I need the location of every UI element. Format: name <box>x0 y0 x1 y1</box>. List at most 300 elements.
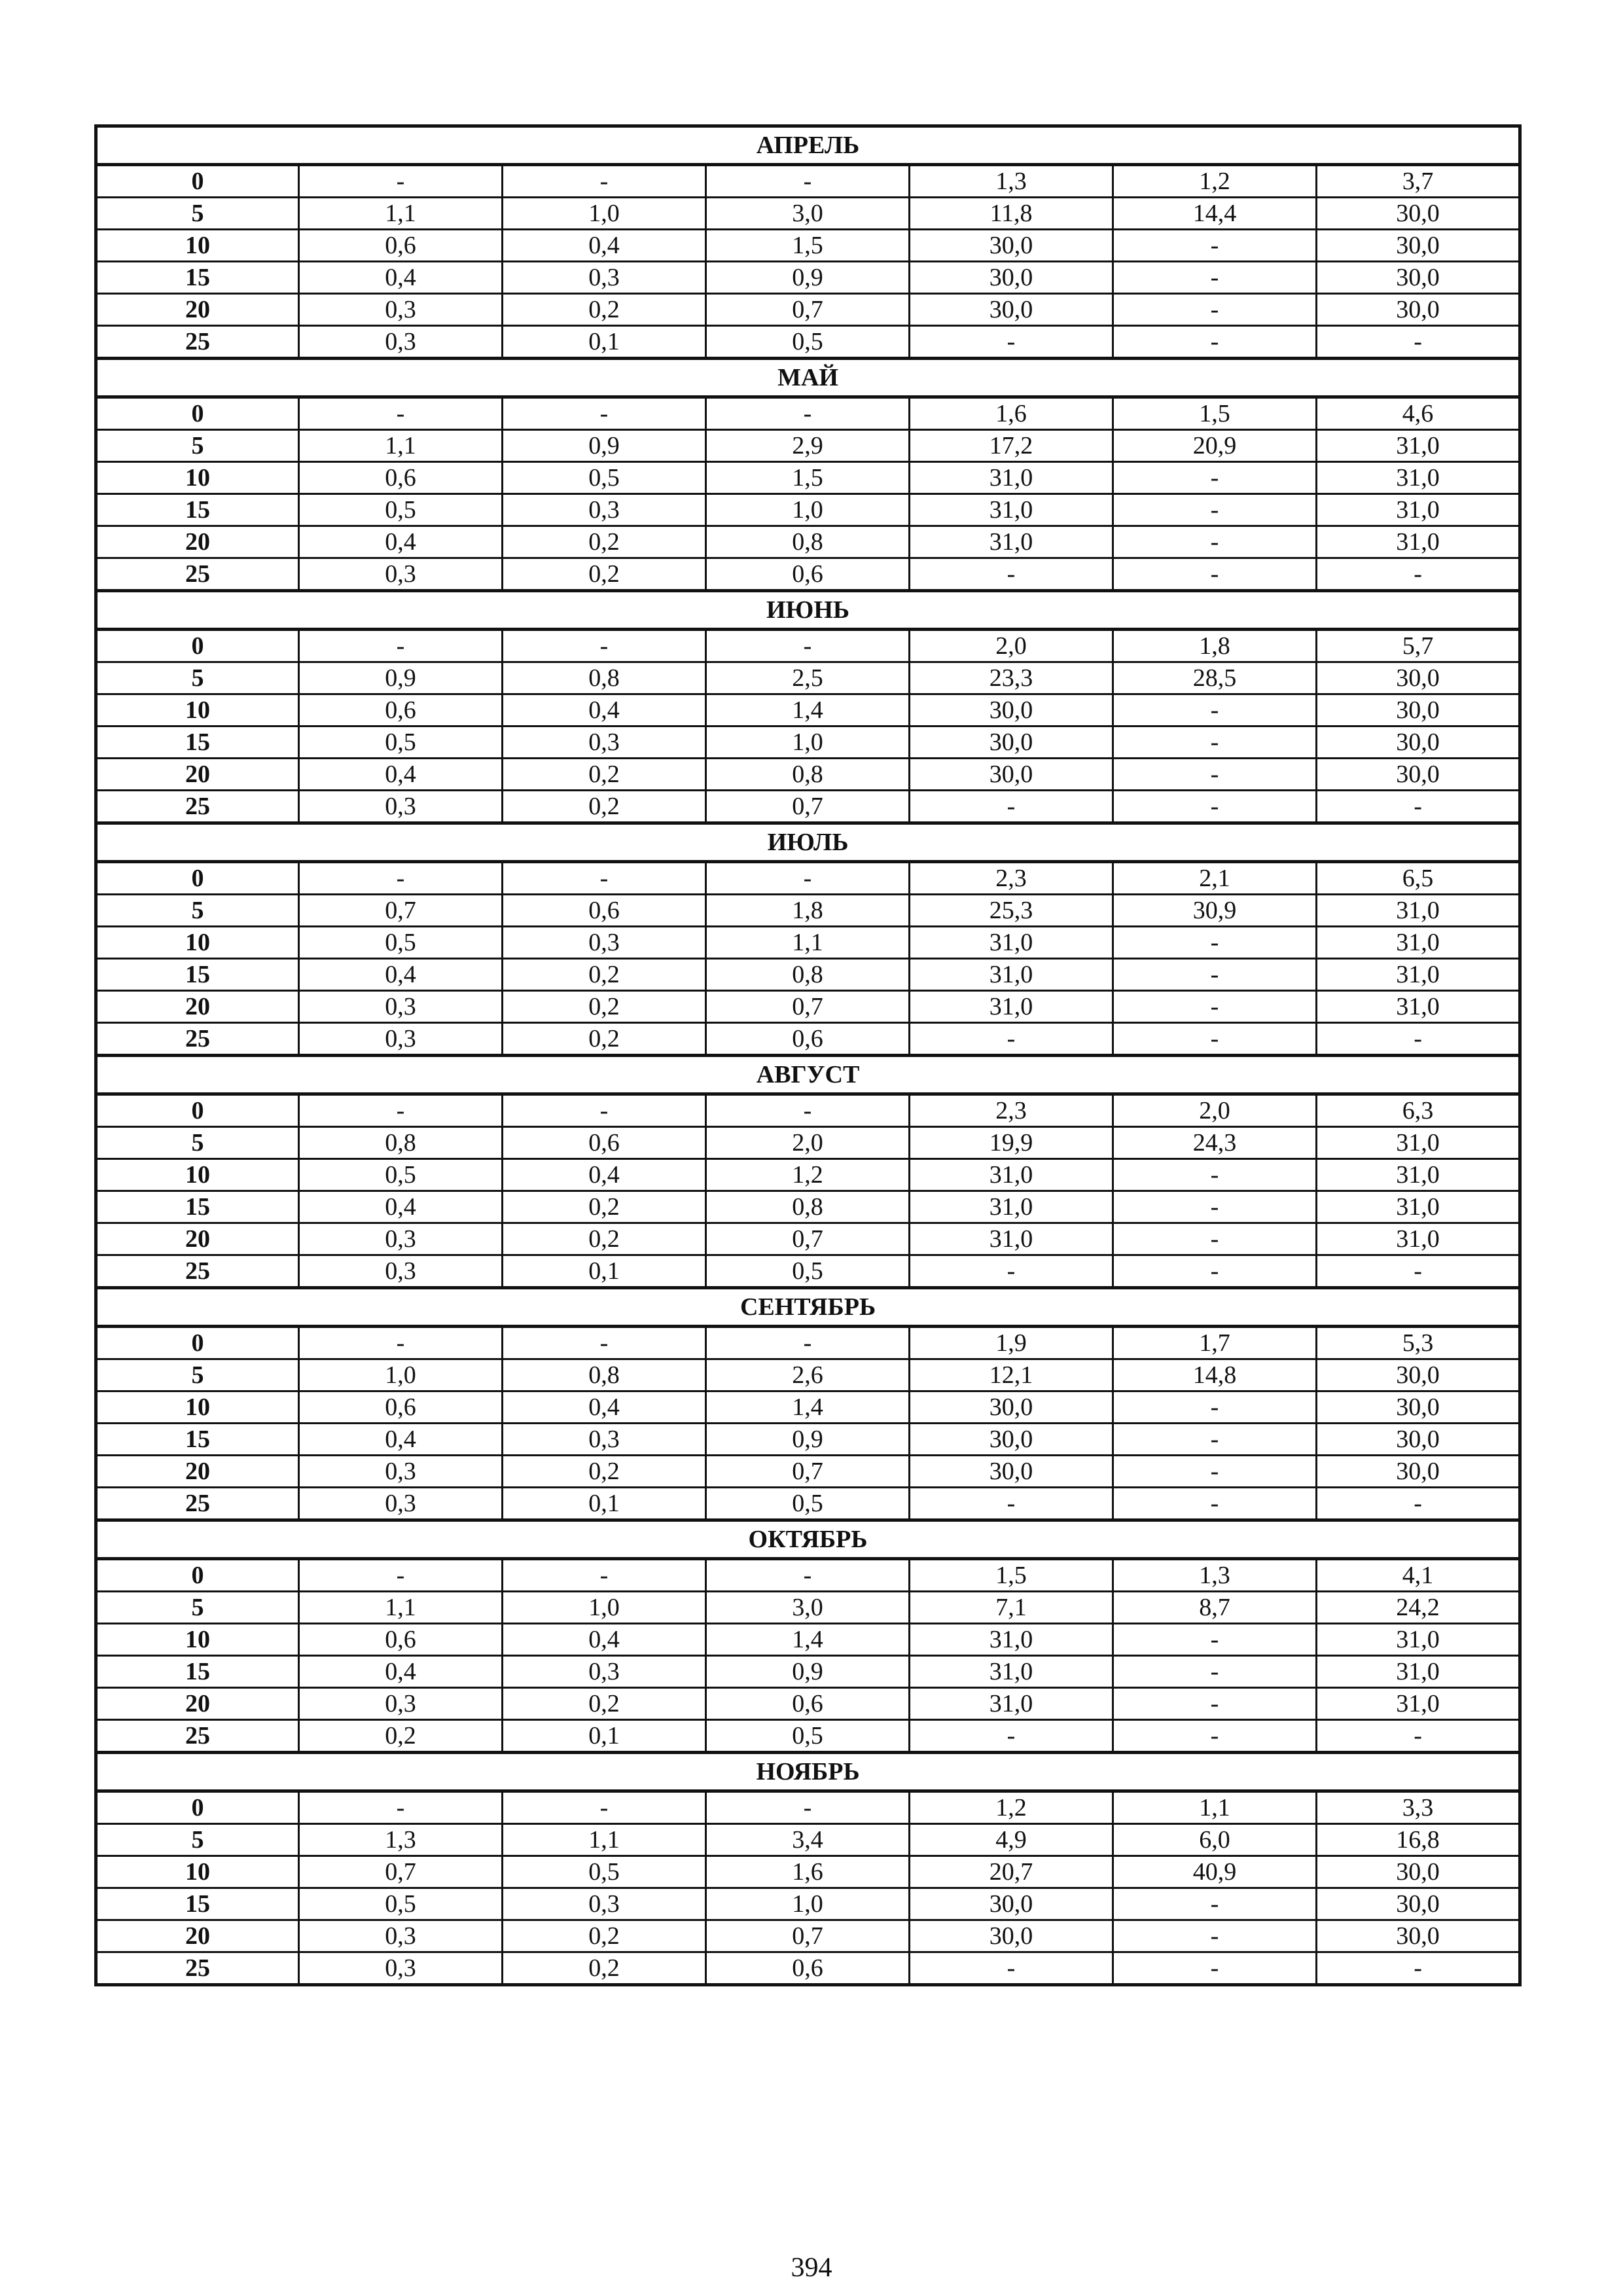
depth-cell: 0 <box>96 1327 299 1359</box>
value-cell: 0,2 <box>503 1456 706 1488</box>
value-cell: - <box>910 558 1113 591</box>
value-cell: 0,9 <box>706 1656 910 1688</box>
value-cell: - <box>1317 1023 1520 1056</box>
value-cell: 0,7 <box>706 1920 910 1952</box>
table-row <box>96 927 1520 959</box>
table-row <box>96 294 1520 326</box>
value-cell: - <box>1317 1255 1520 1288</box>
value-cell: 31,0 <box>910 1656 1113 1688</box>
value-cell: 30,0 <box>1317 726 1520 759</box>
value-cell: 1,9 <box>910 1327 1113 1359</box>
value-cell: 1,5 <box>706 462 910 494</box>
value-cell: 0,7 <box>706 791 910 823</box>
value-cell: - <box>1113 230 1317 262</box>
depth-cell: 15 <box>96 1424 299 1456</box>
value-cell: - <box>1113 1888 1317 1920</box>
value-cell: - <box>1113 1952 1317 1985</box>
value-cell: - <box>503 397 706 430</box>
value-cell: 3,4 <box>706 1824 910 1856</box>
value-cell: 0,4 <box>299 1424 503 1456</box>
value-cell: 1,0 <box>706 726 910 759</box>
value-cell: - <box>503 165 706 198</box>
value-cell: 30,0 <box>910 726 1113 759</box>
value-cell: 0,5 <box>706 1720 910 1753</box>
value-cell: 0,6 <box>299 694 503 726</box>
depth-cell: 20 <box>96 991 299 1023</box>
depth-cell: 0 <box>96 1559 299 1592</box>
value-cell: 30,0 <box>910 1424 1113 1456</box>
depth-cell: 25 <box>96 1255 299 1288</box>
value-cell: 0,3 <box>299 791 503 823</box>
table-row <box>96 991 1520 1023</box>
value-cell: 0,4 <box>503 694 706 726</box>
table-row <box>96 1327 1520 1359</box>
value-cell: 30,0 <box>910 1391 1113 1424</box>
value-cell: - <box>1113 1424 1317 1456</box>
table-row <box>96 1920 1520 1952</box>
value-cell: - <box>1113 1391 1317 1424</box>
value-cell: 0,3 <box>299 326 503 359</box>
value-cell: 17,2 <box>910 430 1113 462</box>
value-cell: - <box>706 165 910 198</box>
value-cell: - <box>299 1791 503 1824</box>
value-cell: 0,5 <box>503 462 706 494</box>
depth-cell: 20 <box>96 1456 299 1488</box>
value-cell: 0,9 <box>299 662 503 694</box>
depth-cell: 5 <box>96 1592 299 1624</box>
value-cell: 24,2 <box>1317 1592 1520 1624</box>
value-cell: - <box>299 630 503 662</box>
depth-cell: 5 <box>96 662 299 694</box>
table-row <box>96 326 1520 359</box>
table-row <box>96 558 1520 591</box>
value-cell: 31,0 <box>1317 430 1520 462</box>
depth-cell: 20 <box>96 294 299 326</box>
value-cell: 3,0 <box>706 1592 910 1624</box>
month-header-row <box>96 1753 1520 1791</box>
value-cell: 0,3 <box>503 1888 706 1920</box>
value-cell: - <box>1113 927 1317 959</box>
value-cell: 31,0 <box>1317 1688 1520 1720</box>
value-cell: 0,3 <box>299 1255 503 1288</box>
value-cell: 11,8 <box>910 198 1113 230</box>
value-cell: - <box>503 1791 706 1824</box>
value-cell: - <box>1113 759 1317 791</box>
value-cell: 0,6 <box>299 1391 503 1424</box>
value-cell: 30,0 <box>1317 662 1520 694</box>
table-row <box>96 198 1520 230</box>
value-cell: 1,4 <box>706 694 910 726</box>
value-cell: - <box>706 1327 910 1359</box>
value-cell: - <box>503 1094 706 1127</box>
depth-cell: 5 <box>96 1824 299 1856</box>
value-cell: - <box>1113 1656 1317 1688</box>
table-row <box>96 1688 1520 1720</box>
month-header-row <box>96 126 1520 165</box>
value-cell: - <box>706 862 910 895</box>
value-cell: 1,2 <box>910 1791 1113 1824</box>
table-row <box>96 1391 1520 1424</box>
month-title: АПРЕЛЬ <box>96 126 1520 165</box>
value-cell: 0,2 <box>503 791 706 823</box>
value-cell: - <box>1113 1720 1317 1753</box>
value-cell: 31,0 <box>1317 1656 1520 1688</box>
value-cell: 0,3 <box>299 1023 503 1056</box>
table-row <box>96 959 1520 991</box>
value-cell: 31,0 <box>910 927 1113 959</box>
value-cell: 30,0 <box>1317 294 1520 326</box>
value-cell: - <box>1317 791 1520 823</box>
value-cell: 30,0 <box>910 230 1113 262</box>
value-cell: - <box>1113 1191 1317 1223</box>
value-cell: - <box>503 1559 706 1592</box>
value-cell: 31,0 <box>910 526 1113 558</box>
depth-cell: 20 <box>96 1223 299 1255</box>
value-cell: 1,1 <box>1113 1791 1317 1824</box>
value-cell: 31,0 <box>910 1223 1113 1255</box>
value-cell: 31,0 <box>1317 462 1520 494</box>
month-header-row <box>96 823 1520 862</box>
value-cell: - <box>1113 1159 1317 1191</box>
value-cell: 2,0 <box>910 630 1113 662</box>
table-row <box>96 262 1520 294</box>
depth-cell: 15 <box>96 1888 299 1920</box>
depth-cell: 10 <box>96 462 299 494</box>
depth-cell: 0 <box>96 165 299 198</box>
value-cell: 25,3 <box>910 895 1113 927</box>
value-cell: - <box>299 862 503 895</box>
value-cell: 0,3 <box>503 494 706 526</box>
value-cell: 0,4 <box>299 526 503 558</box>
value-cell: 0,6 <box>706 1688 910 1720</box>
value-cell: 0,8 <box>706 526 910 558</box>
value-cell: 0,4 <box>503 1391 706 1424</box>
value-cell: - <box>910 326 1113 359</box>
value-cell: 1,3 <box>299 1824 503 1856</box>
value-cell: - <box>1317 1488 1520 1520</box>
value-cell: 0,3 <box>503 1424 706 1456</box>
value-cell: 0,5 <box>503 1856 706 1888</box>
depth-cell: 25 <box>96 1488 299 1520</box>
table-row <box>96 1592 1520 1624</box>
value-cell: 30,0 <box>910 262 1113 294</box>
value-cell: 0,6 <box>706 1023 910 1056</box>
table-row <box>96 1023 1520 1056</box>
value-cell: 31,0 <box>910 494 1113 526</box>
table-row <box>96 1127 1520 1159</box>
value-cell: 0,6 <box>706 1952 910 1985</box>
value-cell: 2,3 <box>910 1094 1113 1127</box>
value-cell: 0,3 <box>299 1952 503 1985</box>
depth-cell: 25 <box>96 1023 299 1056</box>
table-row <box>96 1720 1520 1753</box>
value-cell: 0,8 <box>706 1191 910 1223</box>
table-row <box>96 726 1520 759</box>
value-cell: 30,0 <box>910 1920 1113 1952</box>
value-cell: 0,2 <box>503 991 706 1023</box>
value-cell: - <box>299 165 503 198</box>
value-cell: 1,1 <box>706 927 910 959</box>
depth-cell: 10 <box>96 1856 299 1888</box>
value-cell: 0,5 <box>299 1888 503 1920</box>
value-cell: 31,0 <box>910 462 1113 494</box>
depth-cell: 0 <box>96 630 299 662</box>
value-cell: 7,1 <box>910 1592 1113 1624</box>
month-header-row <box>96 1520 1520 1559</box>
value-cell: 1,0 <box>706 1888 910 1920</box>
value-cell: 0,4 <box>503 230 706 262</box>
depth-cell: 10 <box>96 927 299 959</box>
table-row <box>96 1223 1520 1255</box>
table-row <box>96 1791 1520 1824</box>
value-cell: - <box>706 1791 910 1824</box>
table-row <box>96 397 1520 430</box>
depth-cell: 5 <box>96 430 299 462</box>
depth-cell: 20 <box>96 1688 299 1720</box>
value-cell: 31,0 <box>1317 959 1520 991</box>
table-row <box>96 791 1520 823</box>
value-cell: 30,0 <box>1317 1888 1520 1920</box>
table-row <box>96 1488 1520 1520</box>
value-cell: - <box>299 397 503 430</box>
value-cell: 0,6 <box>503 895 706 927</box>
value-cell: 30,0 <box>910 694 1113 726</box>
value-cell: - <box>1113 1624 1317 1656</box>
table-row <box>96 694 1520 726</box>
value-cell: - <box>1113 326 1317 359</box>
depth-cell: 15 <box>96 1656 299 1688</box>
value-cell: 0,1 <box>503 1720 706 1753</box>
value-cell: - <box>1113 294 1317 326</box>
value-cell: 0,6 <box>299 1624 503 1656</box>
value-cell: 0,6 <box>299 462 503 494</box>
value-cell: 30,0 <box>1317 230 1520 262</box>
table-row <box>96 662 1520 694</box>
value-cell: 0,2 <box>503 1952 706 1985</box>
month-title: ИЮЛЬ <box>96 823 1520 862</box>
depth-cell: 5 <box>96 895 299 927</box>
value-cell: 1,5 <box>910 1559 1113 1592</box>
value-cell: - <box>910 1720 1113 1753</box>
value-cell: 14,4 <box>1113 198 1317 230</box>
value-cell: 1,3 <box>910 165 1113 198</box>
value-cell: 1,3 <box>1113 1559 1317 1592</box>
value-cell: 0,3 <box>299 1456 503 1488</box>
value-cell: - <box>706 630 910 662</box>
value-cell: 31,0 <box>1317 895 1520 927</box>
value-cell: - <box>1113 1488 1317 1520</box>
value-cell: - <box>1113 1688 1317 1720</box>
value-cell: - <box>1113 1456 1317 1488</box>
value-cell: 14,8 <box>1113 1359 1317 1391</box>
value-cell: 0,5 <box>706 1488 910 1520</box>
value-cell: 1,7 <box>1113 1327 1317 1359</box>
table-row <box>96 1191 1520 1223</box>
value-cell: - <box>1113 791 1317 823</box>
value-cell: 1,0 <box>299 1359 503 1391</box>
value-cell: - <box>706 397 910 430</box>
value-cell: 0,7 <box>299 895 503 927</box>
month-title: ОКТЯБРЬ <box>96 1520 1520 1559</box>
value-cell: 30,0 <box>1317 694 1520 726</box>
value-cell: 1,8 <box>1113 630 1317 662</box>
table-row <box>96 630 1520 662</box>
value-cell: - <box>1113 1255 1317 1288</box>
monthly-depth-table <box>94 124 1522 1986</box>
month-title: МАЙ <box>96 359 1520 397</box>
value-cell: 0,2 <box>503 1223 706 1255</box>
value-cell: 23,3 <box>910 662 1113 694</box>
depth-cell: 10 <box>96 1159 299 1191</box>
value-cell: 1,1 <box>299 198 503 230</box>
value-cell: 31,0 <box>910 1159 1113 1191</box>
month-header-row <box>96 1056 1520 1094</box>
value-cell: 16,8 <box>1317 1824 1520 1856</box>
value-cell: 2,6 <box>706 1359 910 1391</box>
value-cell: 1,4 <box>706 1391 910 1424</box>
table-row <box>96 1424 1520 1456</box>
depth-cell: 25 <box>96 1720 299 1753</box>
depth-cell: 0 <box>96 862 299 895</box>
table-row <box>96 1159 1520 1191</box>
depth-cell: 20 <box>96 526 299 558</box>
value-cell: 30,0 <box>1317 1456 1520 1488</box>
value-cell: 1,6 <box>706 1856 910 1888</box>
value-cell: 0,7 <box>706 1223 910 1255</box>
depth-cell: 25 <box>96 1952 299 1985</box>
value-cell: 0,1 <box>503 326 706 359</box>
value-cell: - <box>1113 558 1317 591</box>
table-row <box>96 1559 1520 1592</box>
depth-cell: 25 <box>96 558 299 591</box>
value-cell: 30,0 <box>1317 1920 1520 1952</box>
value-cell: 30,9 <box>1113 895 1317 927</box>
table-row <box>96 895 1520 927</box>
value-cell: 0,5 <box>299 726 503 759</box>
value-cell: 0,4 <box>299 959 503 991</box>
value-cell: 0,2 <box>503 294 706 326</box>
value-cell: 30,0 <box>1317 1359 1520 1391</box>
value-cell: 31,0 <box>1317 1191 1520 1223</box>
value-cell: 1,5 <box>706 230 910 262</box>
value-cell: 0,9 <box>503 430 706 462</box>
value-cell: 30,0 <box>910 294 1113 326</box>
table-row <box>96 1359 1520 1391</box>
month-header-row <box>96 1288 1520 1327</box>
value-cell: 0,3 <box>503 927 706 959</box>
value-cell: 0,4 <box>299 262 503 294</box>
value-cell: 1,4 <box>706 1624 910 1656</box>
depth-cell: 15 <box>96 262 299 294</box>
value-cell: 0,5 <box>706 326 910 359</box>
value-cell: - <box>1113 462 1317 494</box>
value-cell: 1,5 <box>1113 397 1317 430</box>
depth-cell: 15 <box>96 959 299 991</box>
value-cell: - <box>1113 959 1317 991</box>
table-row <box>96 230 1520 262</box>
value-cell: 31,0 <box>1317 1223 1520 1255</box>
table-row <box>96 759 1520 791</box>
depth-cell: 0 <box>96 397 299 430</box>
value-cell: - <box>1317 326 1520 359</box>
depth-cell: 15 <box>96 1191 299 1223</box>
value-cell: 0,2 <box>503 526 706 558</box>
depth-cell: 15 <box>96 726 299 759</box>
value-cell: 1,2 <box>1113 165 1317 198</box>
value-cell: 0,7 <box>706 294 910 326</box>
month-title: НОЯБРЬ <box>96 1753 1520 1791</box>
value-cell: 1,1 <box>299 430 503 462</box>
value-cell: 31,0 <box>1317 927 1520 959</box>
table-row <box>96 862 1520 895</box>
value-cell: 12,1 <box>910 1359 1113 1391</box>
value-cell: 30,0 <box>1317 262 1520 294</box>
value-cell: 31,0 <box>1317 1624 1520 1656</box>
table-row <box>96 1255 1520 1288</box>
value-cell: 3,0 <box>706 198 910 230</box>
value-cell: - <box>1113 1023 1317 1056</box>
depth-cell: 0 <box>96 1094 299 1127</box>
table-row <box>96 1888 1520 1920</box>
value-cell: 31,0 <box>1317 1159 1520 1191</box>
value-cell: 0,4 <box>299 1656 503 1688</box>
value-cell: - <box>706 1559 910 1592</box>
depth-cell: 10 <box>96 1624 299 1656</box>
value-cell: 0,2 <box>503 759 706 791</box>
value-cell: 5,7 <box>1317 630 1520 662</box>
depth-cell: 10 <box>96 694 299 726</box>
value-cell: 2,9 <box>706 430 910 462</box>
value-cell: 20,9 <box>1113 430 1317 462</box>
value-cell: 31,0 <box>910 991 1113 1023</box>
value-cell: 30,0 <box>910 1888 1113 1920</box>
value-cell: 2,1 <box>1113 862 1317 895</box>
value-cell: 8,7 <box>1113 1592 1317 1624</box>
depth-cell: 10 <box>96 230 299 262</box>
depth-cell: 10 <box>96 1391 299 1424</box>
table-row <box>96 462 1520 494</box>
depth-cell: 5 <box>96 1127 299 1159</box>
value-cell: 0,3 <box>299 1688 503 1720</box>
value-cell: 31,0 <box>1317 526 1520 558</box>
value-cell: 0,3 <box>299 1223 503 1255</box>
depth-cell: 0 <box>96 1791 299 1824</box>
value-cell: 0,9 <box>706 262 910 294</box>
value-cell: - <box>299 1094 503 1127</box>
table-row <box>96 430 1520 462</box>
value-cell: 0,2 <box>503 959 706 991</box>
value-cell: 0,8 <box>299 1127 503 1159</box>
value-cell: 0,5 <box>299 1159 503 1191</box>
value-cell: 30,0 <box>1317 1424 1520 1456</box>
table-row <box>96 1952 1520 1985</box>
value-cell: 1,0 <box>706 494 910 526</box>
value-cell: 0,4 <box>299 1191 503 1223</box>
value-cell: 0,5 <box>299 494 503 526</box>
value-cell: - <box>910 791 1113 823</box>
table-row <box>96 165 1520 198</box>
value-cell: 28,5 <box>1113 662 1317 694</box>
value-cell: 31,0 <box>910 959 1113 991</box>
value-cell: 0,6 <box>706 558 910 591</box>
value-cell: 0,3 <box>299 1488 503 1520</box>
value-cell: - <box>1317 558 1520 591</box>
value-cell: 30,0 <box>1317 759 1520 791</box>
value-cell: 31,0 <box>910 1624 1113 1656</box>
value-cell: - <box>1113 726 1317 759</box>
depth-cell: 20 <box>96 1920 299 1952</box>
value-cell: 0,7 <box>706 991 910 1023</box>
